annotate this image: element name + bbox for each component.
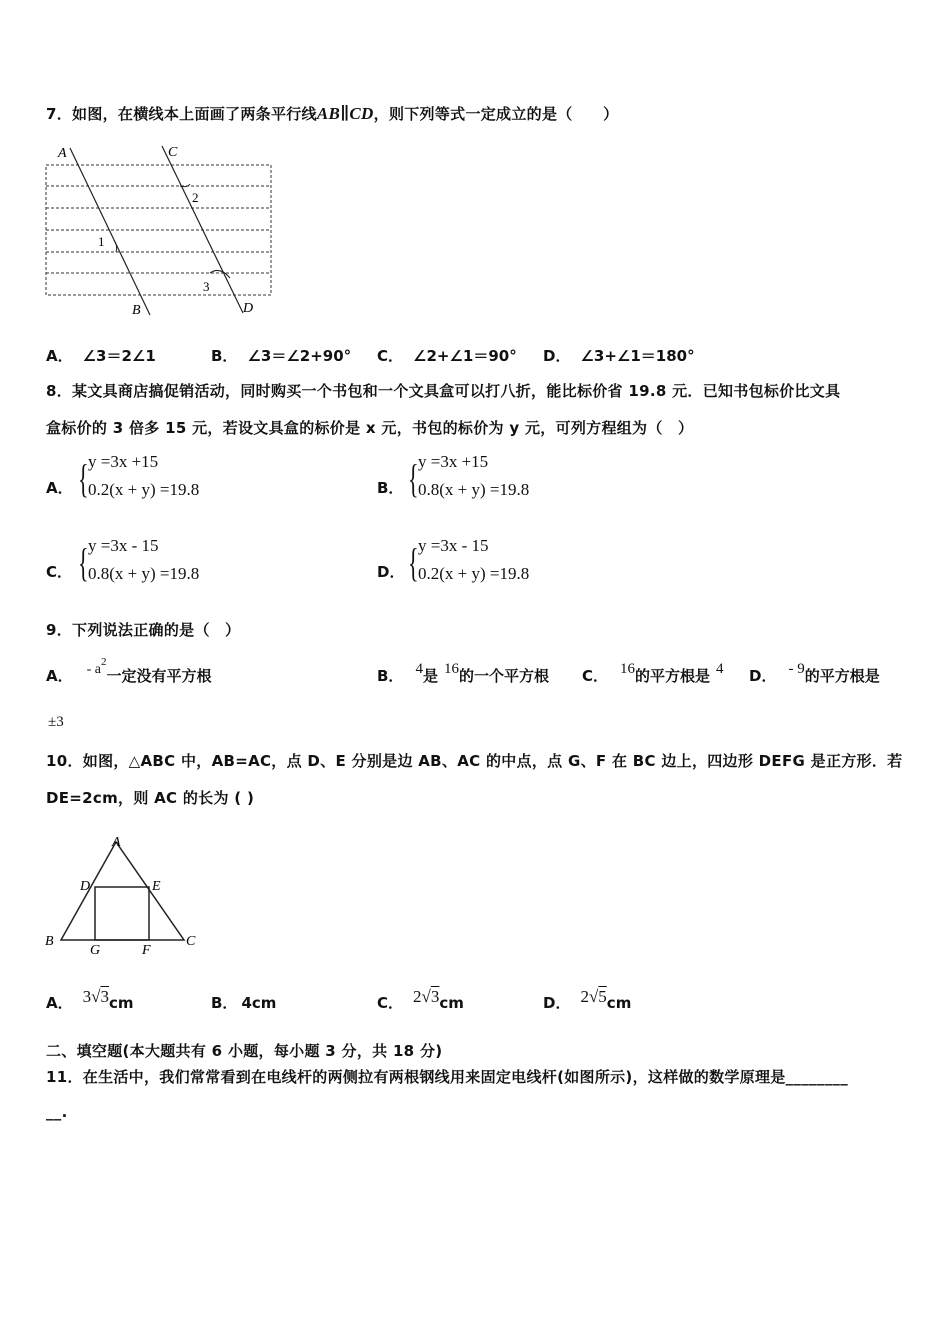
q10-option-c-root — [413, 987, 439, 1006]
q7-option-a-text: ∠3＝2∠1 — [82, 347, 156, 365]
q10-option-a-coef: 3 — [82, 987, 92, 1006]
q10-option-d-rad: 5 — [598, 987, 607, 1006]
q10-square — [95, 887, 149, 940]
q9-option-b-t1: 是 — [422, 667, 438, 685]
q10-option-c-rad: 3 — [430, 987, 440, 1006]
q9-stem: 9．下列说法正确的是（ ） — [46, 621, 241, 639]
q9-option-d-t1: 的平方根是 — [804, 667, 880, 685]
q10-option-a-tag: A． — [46, 994, 73, 1012]
q8-option-a-system[interactable] — [78, 452, 278, 510]
q9-option-d-m1: - 9 — [788, 661, 805, 677]
q10-option-c-unit: cm — [439, 994, 464, 1012]
q9-option-b-t2: 的一个平方根 — [458, 667, 549, 685]
q10-label-a: A — [112, 835, 121, 850]
q8-option-c-eq1: y =3x - 15 — [88, 536, 159, 555]
q8-option-d-tag[interactable]: D． — [377, 563, 405, 581]
sqrt-icon: √ — [421, 987, 431, 1006]
q10-option-a-rad: 3 — [100, 987, 109, 1006]
q9-option-c-tag: C． — [582, 667, 609, 685]
q8-option-a-eq1: y =3x +15 — [88, 452, 159, 471]
q9-option-a-exp: 2 — [101, 656, 107, 668]
q7-label-b: B — [132, 303, 141, 318]
q8-option-c-eq2: 0.8(x + y) =19.8 — [88, 564, 200, 583]
q7-option-c-text: ∠2+∠1＝90° — [413, 347, 517, 365]
q10-option-d-root — [580, 987, 606, 1006]
q10-option-d-coef: 2 — [580, 987, 589, 1006]
brace-icon: { — [78, 540, 89, 585]
q10-option-c[interactable] — [377, 987, 464, 1013]
q7-option-b[interactable] — [211, 345, 351, 366]
q10-option-a-root — [83, 987, 109, 1006]
q10-stem-line1: 10．如图，△ABC 中，AB=AC，点 D、E 分别是边 AB、AC 的中点，点 G、F 在 BC 边上，四边形 DEFG 是正方形．若 — [46, 752, 903, 770]
q9-option-c-m1: 16 — [620, 661, 636, 677]
q7-figure — [40, 140, 280, 320]
q9-option-b-m1: 4 — [415, 661, 423, 677]
q7-label-d: D — [243, 301, 254, 316]
brace-icon: { — [408, 456, 419, 501]
q10-label-f: F — [142, 943, 151, 958]
q8-option-d-eq1: y =3x - 15 — [418, 536, 489, 555]
q8-option-d-eq2: 0.2(x + y) =19.8 — [418, 564, 530, 583]
q10-option-a-unit: cm — [108, 994, 134, 1012]
sqrt-icon: √ — [588, 987, 599, 1006]
q10-label-b: B — [45, 934, 54, 949]
q7-stem — [46, 103, 618, 124]
q9-option-d-tail: ±3 — [48, 714, 64, 730]
q8-option-b-tag[interactable]: B． — [377, 479, 404, 497]
q8-option-b-eq2: 0.8(x + y) =19.8 — [418, 480, 530, 499]
q7-option-b-tag: B． — [211, 347, 238, 365]
q7-option-a[interactable] — [46, 345, 156, 366]
q10-option-d[interactable] — [543, 987, 632, 1013]
q8-option-a-eq2: 0.2(x + y) =19.8 — [88, 480, 200, 499]
q7-label-1: 1 — [98, 234, 105, 249]
q8-option-a-tag[interactable]: A． — [46, 479, 73, 497]
q10-option-b-tag: B． — [211, 994, 238, 1012]
q10-label-d: D — [80, 879, 91, 894]
q9-option-d-tag: D． — [749, 667, 777, 685]
q8-stem-line2: 盒标价的 3 倍多 15 元，若设文具盒的标价是 x 元，书包的标价为 y 元，可列方程组为（ ） — [46, 419, 694, 437]
brace-icon: { — [408, 540, 419, 585]
q10-label-c: C — [186, 934, 196, 949]
q9-option-c-t1: 的平方根是 — [635, 667, 711, 685]
q8-option-c-tag[interactable]: C． — [46, 563, 73, 581]
q9-option-b-m2: 16 — [443, 661, 459, 677]
q7-option-a-tag: A． — [46, 347, 73, 365]
q8-option-d-system[interactable] — [408, 536, 608, 594]
q8-option-b-system[interactable] — [408, 452, 608, 510]
q7-line-ab — [70, 148, 150, 315]
q7-option-c[interactable] — [377, 345, 517, 366]
q10-option-d-unit: cm — [606, 994, 632, 1012]
q8-stem-line1: 8．某文具商店搞促销活动，同时购买一个书包和一个文具盒可以打八折，能比标价省 19.8 元．已知书包标价比文具 — [46, 382, 841, 400]
q7-label-2: 2 — [192, 190, 199, 205]
q10-option-c-coef: 2 — [413, 987, 422, 1006]
q9-option-c-m2: 4 — [716, 661, 724, 677]
q7-option-b-text: ∠3＝∠2+90° — [247, 347, 352, 365]
q8-option-c-system[interactable] — [78, 536, 278, 594]
q10-stem-line2: DE=2cm，则 AC 的长为 ( ) — [46, 789, 255, 807]
q7-option-c-tag: C． — [377, 347, 404, 365]
sqrt-icon: √ — [91, 987, 101, 1006]
q9-option-a-math: - a — [86, 662, 101, 677]
q10-option-b-text: 4cm — [241, 994, 277, 1012]
q7-stem-math: AB∥CD — [316, 104, 374, 123]
q7-stem-tail: ，则下列等式一定成立的是（ ） — [373, 105, 619, 123]
q9-option-d[interactable] — [749, 661, 880, 686]
q9-option-a[interactable] — [46, 656, 212, 686]
q7-label-c: C — [168, 145, 178, 160]
q7-option-d-text: ∠3+∠1＝180° — [580, 347, 695, 365]
q10-option-c-tag: C． — [377, 994, 404, 1012]
q7-option-d-tag: D． — [543, 347, 571, 365]
q10-option-d-tag: D． — [543, 994, 571, 1012]
q10-option-a[interactable] — [46, 987, 134, 1013]
q8-option-b-eq1: y =3x +15 — [418, 452, 489, 471]
q11-stem-line1: 11．在生活中，我们常常看到在电线杆的两侧拉有两根钢线用来固定电线杆(如图所示)，这样做的数学原理是________ — [46, 1068, 848, 1086]
q9-option-b-tag: B． — [377, 667, 404, 685]
q7-label-3: 3 — [203, 279, 210, 294]
q7-option-d[interactable] — [543, 345, 695, 366]
q10-figure — [40, 830, 210, 960]
brace-icon: { — [78, 456, 89, 501]
q11-stem-line2: __. — [46, 1103, 68, 1121]
q10-label-g: G — [90, 943, 101, 958]
section-2-title: 二、填空题(本大题共有 6 小题，每小题 3 分，共 18 分) — [46, 1042, 443, 1060]
q9-option-c[interactable] — [582, 661, 724, 686]
q7-label-a: A — [58, 146, 67, 161]
q9-option-a-text: 一定没有平方根 — [106, 667, 212, 685]
q10-option-b[interactable] — [211, 992, 276, 1013]
q10-label-e: E — [152, 879, 161, 894]
q9-option-a-tag: A． — [46, 667, 73, 685]
q7-stem-text: 7．如图，在横线本上面画了两条平行线 — [46, 105, 317, 123]
q9-option-b[interactable] — [377, 661, 549, 686]
